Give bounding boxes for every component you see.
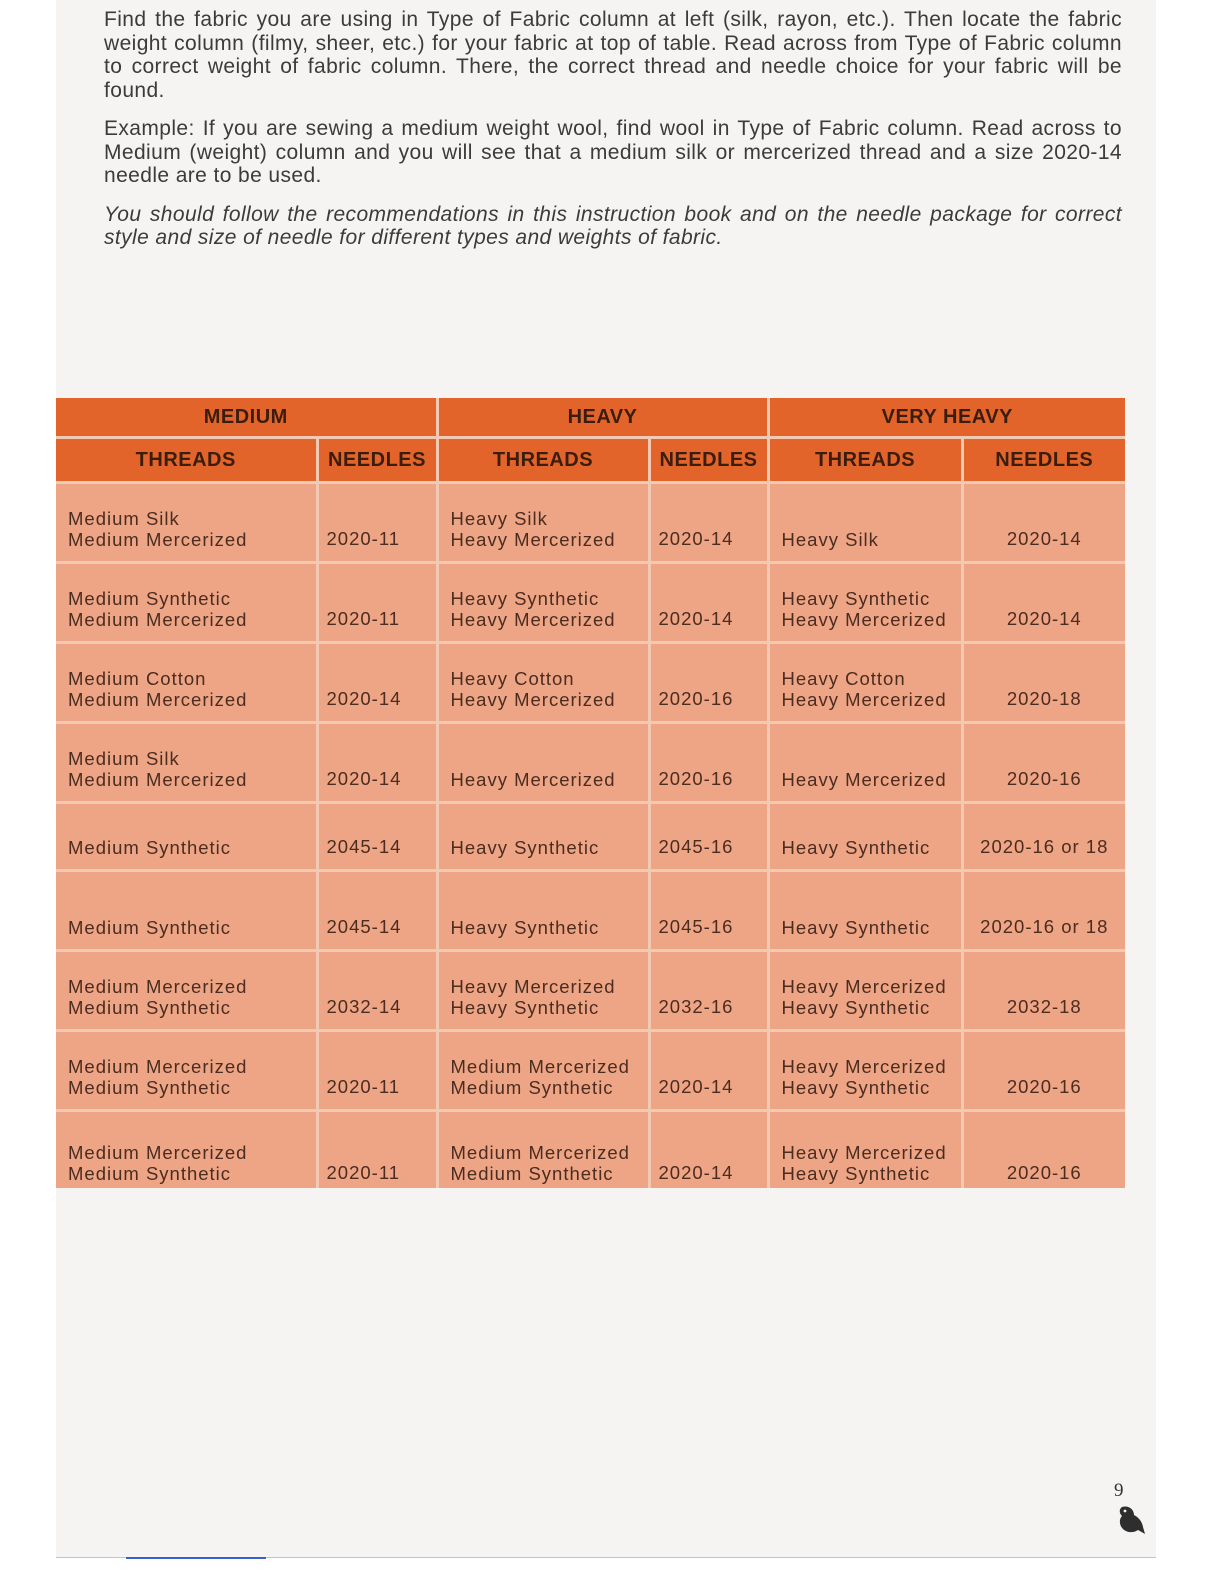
very-heavy-needle-cell: 2020-16 or 18 [962,871,1125,951]
very-heavy-threads-cell [768,803,962,871]
medium-needle-cell: 2045-14 [317,871,437,951]
heavy-threads-cell [437,643,649,723]
page-number: 9 [1114,1480,1124,1501]
medium-threads-cell [56,803,317,871]
very-heavy-needle-cell: 2020-16 [962,1111,1125,1189]
heavy-needle-cell: 2020-16 [649,723,768,803]
medium-threads-cell [56,871,317,951]
thread-name: Heavy Mercerized [450,609,616,630]
col-header-threads: THREADS [56,438,317,483]
thread-name: Medium Mercerized [68,1056,248,1077]
very-heavy-needle-cell: 2020-16 or 18 [962,803,1125,871]
thread-name: Medium Synthetic [68,588,232,609]
heavy-needle-cell: 2032-16 [649,951,768,1031]
thread-name: Medium Mercerized [68,1142,248,1163]
very-heavy-needle-cell: 2020-16 [962,723,1125,803]
thread-name: Medium Mercerized [68,529,248,550]
heavy-threads-cell [437,803,649,871]
thread-name: Heavy Mercerized [781,609,947,630]
heavy-threads-cell [437,1111,649,1189]
very-heavy-needle-cell: 2020-14 [962,483,1125,563]
thread-name: Heavy Synthetic [450,997,600,1018]
thread-name: Heavy Mercerized [781,769,947,790]
thread-name: Heavy Synthetic [450,837,600,858]
column-header-row [56,438,1125,483]
intro-paragraph-instructions: Find the fabric you are using in Type of Fabric column at left (silk, rayon, etc.). Then locate the fabric weight column (filmy, sheer, etc.) for your fabric at top of table. Read across from Type of Fabric column to correct weight of fabric column. There, the correct thread and needle choice for your fabric will be found. [104,8,1122,102]
thread-name: Medium Mercerized [68,976,248,997]
col-header-needles: NEEDLES [649,438,768,483]
thread-name: Medium Synthetic [68,997,232,1018]
medium-needle-cell: 2020-11 [317,1031,437,1111]
thread-name: Medium Synthetic [68,837,232,858]
col-header-threads: THREADS [437,438,649,483]
table-row [56,1031,1125,1111]
medium-threads-cell [56,563,317,643]
col-header-needles: NEEDLES [317,438,437,483]
thread-name: Heavy Mercerized [781,976,947,997]
thread-name: Heavy Mercerized [450,769,616,790]
col-header-threads: THREADS [768,438,962,483]
thread-name: Medium Synthetic [450,1077,614,1098]
col-header-needles: NEEDLES [962,438,1125,483]
medium-needle-cell: 2020-14 [317,643,437,723]
intro-paragraph-example: Example: If you are sewing a medium weight wool, find wool in Type of Fabric column. Read across to Medium (weight) column and you will see that a medium silk or mercerized thread and a size 2020-14 needle are to be used. [104,117,1122,187]
very-heavy-threads-cell [768,871,962,951]
thread-name: Heavy Synthetic [781,588,931,609]
thread-name: Medium Mercerized [68,769,248,790]
thread-name: Heavy Mercerized [781,1142,947,1163]
medium-needle-cell: 2032-14 [317,951,437,1031]
table-row [56,951,1125,1031]
table-row [56,1111,1125,1189]
thread-name: Medium Synthetic [68,1163,232,1184]
medium-threads-cell [56,951,317,1031]
thread-name: Heavy Synthetic [781,917,931,938]
table-body [56,483,1125,1189]
very-heavy-threads-cell [768,643,962,723]
thread-name: Medium Synthetic [68,917,232,938]
bird-logo-icon [1116,1503,1146,1537]
weight-header-heavy: HEAVY [437,398,768,438]
medium-threads-cell [56,643,317,723]
medium-needle-cell: 2020-14 [317,723,437,803]
thread-name: Heavy Synthetic [781,1163,931,1184]
heavy-threads-cell [437,723,649,803]
thread-name: Heavy Mercerized [781,1056,947,1077]
thread-name: Heavy Synthetic [450,588,600,609]
medium-needle-cell: 2020-11 [317,483,437,563]
table-row [56,803,1125,871]
heavy-needle-cell: 2020-14 [649,483,768,563]
very-heavy-threads-cell [768,951,962,1031]
very-heavy-needle-cell: 2032-18 [962,951,1125,1031]
thread-name: Heavy Mercerized [450,529,616,550]
thread-name: Medium Silk [68,508,180,529]
very-heavy-threads-cell [768,1111,962,1189]
thread-name: Heavy Mercerized [450,689,616,710]
medium-threads-cell [56,723,317,803]
heavy-needle-cell: 2045-16 [649,871,768,951]
thread-name: Heavy Synthetic [781,837,931,858]
thread-name: Heavy Silk [781,529,879,550]
very-heavy-threads-cell [768,723,962,803]
thread-name: Medium Mercerized [68,689,248,710]
intro-text [104,8,1122,265]
thread-name: Medium Mercerized [68,609,248,630]
heavy-threads-cell [437,483,649,563]
table-row [56,563,1125,643]
heavy-needle-cell: 2045-16 [649,803,768,871]
thread-name: Heavy Mercerized [450,976,616,997]
medium-threads-cell [56,1031,317,1111]
heavy-threads-cell [437,951,649,1031]
weight-header-row [56,398,1125,438]
very-heavy-needle-cell: 2020-14 [962,563,1125,643]
medium-needle-cell: 2020-11 [317,1111,437,1189]
medium-needle-cell: 2020-11 [317,563,437,643]
medium-threads-cell [56,1111,317,1189]
thread-name: Heavy Mercerized [781,689,947,710]
heavy-needle-cell: 2020-14 [649,563,768,643]
thread-name: Medium Synthetic [450,1163,614,1184]
thread-name: Medium Synthetic [68,1077,232,1098]
weight-header-medium: MEDIUM [56,398,437,438]
very-heavy-needle-cell: 2020-18 [962,643,1125,723]
medium-threads-cell [56,483,317,563]
thread-name: Heavy Cotton [781,668,906,689]
heavy-needle-cell: 2020-14 [649,1111,768,1189]
thread-name: Medium Mercerized [450,1056,630,1077]
page-bottom-mark [126,1557,266,1559]
table-row [56,723,1125,803]
table-row [56,643,1125,723]
weight-header-very-heavy: VERY HEAVY [768,398,1125,438]
thread-needle-table [56,398,1125,1188]
medium-needle-cell: 2045-14 [317,803,437,871]
heavy-needle-cell: 2020-16 [649,643,768,723]
heavy-threads-cell [437,1031,649,1111]
heavy-threads-cell [437,871,649,951]
thread-name: Medium Cotton [68,668,207,689]
thread-name: Medium Silk [68,748,180,769]
thread-name: Medium Mercerized [450,1142,630,1163]
thread-name: Heavy Synthetic [781,1077,931,1098]
heavy-needle-cell: 2020-14 [649,1031,768,1111]
table-row [56,483,1125,563]
thread-name: Heavy Synthetic [781,997,931,1018]
very-heavy-threads-cell [768,563,962,643]
very-heavy-needle-cell: 2020-16 [962,1031,1125,1111]
table-row [56,871,1125,951]
very-heavy-threads-cell [768,483,962,563]
thread-name: Heavy Silk [450,508,548,529]
thread-name: Heavy Synthetic [450,917,600,938]
thread-name: Heavy Cotton [450,668,575,689]
intro-paragraph-note: You should follow the recommendations in this instruction book and on the needle package for correct style and size of needle for different types and weights of fabric. [104,202,1122,249]
heavy-threads-cell [437,563,649,643]
very-heavy-threads-cell [768,1031,962,1111]
